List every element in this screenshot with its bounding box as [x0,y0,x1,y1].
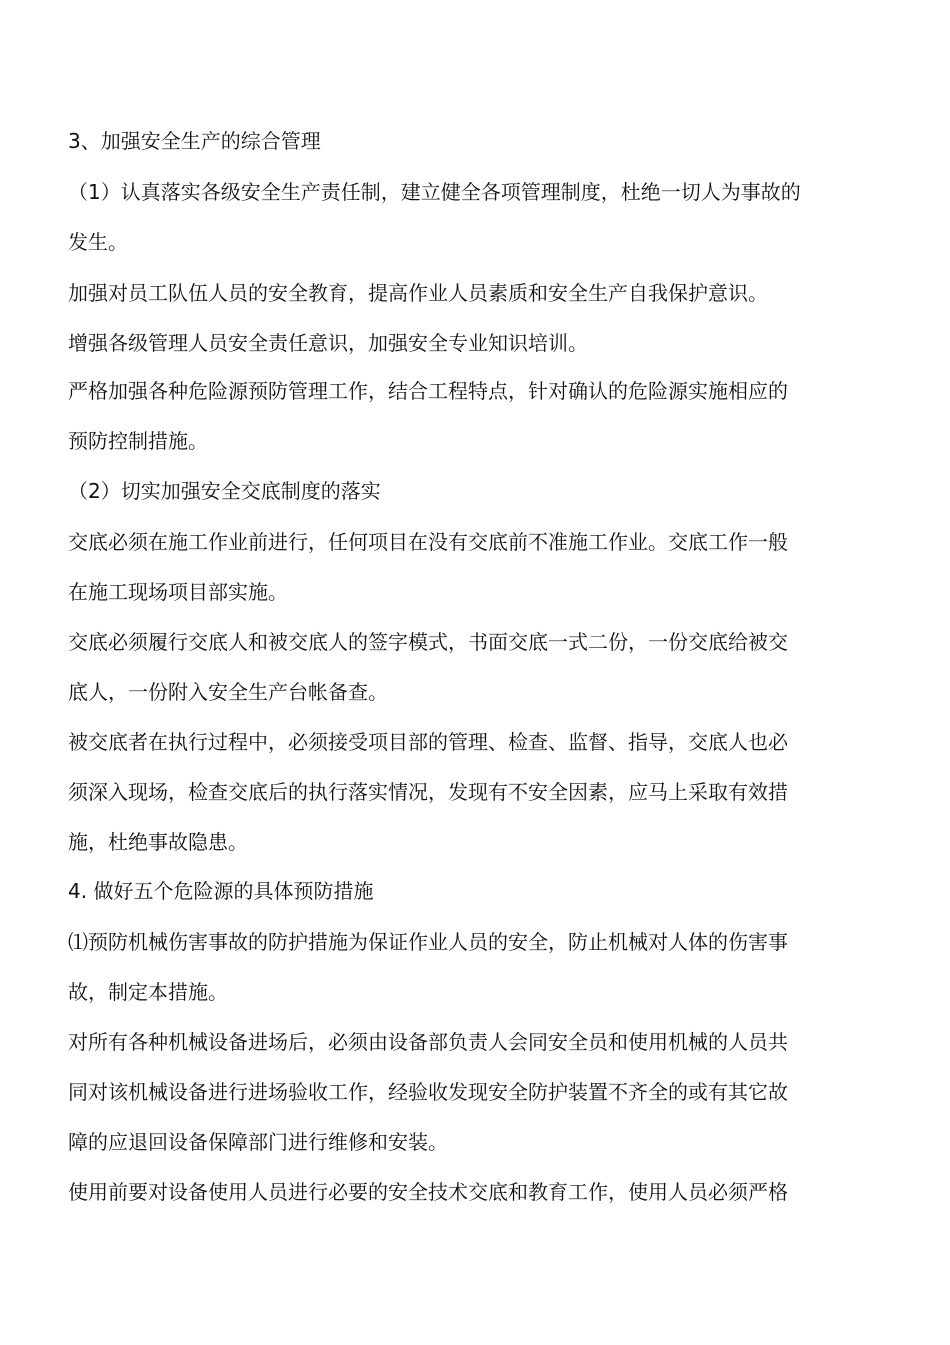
paragraph-line: 使用前要对设备使用人员进行必要的安全技术交底和教育工作，使用人员必须严格 [68,1180,788,1204]
paragraph-line: 施，杜绝事故隐患。 [68,830,248,854]
paragraph-line: ⑴预防机械伤害事故的防护措施为保证作业人员的安全，防止机械对人体的伤害事 [68,930,788,954]
paragraph-line: 底人，一份附入安全生产台帐备查。 [68,680,388,704]
paragraph-line: 交底必须履行交底人和被交底人的签字模式，书面交底一式二份，一份交底给被交 [68,630,788,654]
subsection-heading-2: （2）切实加强安全交底制度的落实 [68,479,381,503]
paragraph-line: 发生。 [68,230,128,254]
section-heading-3: 3、加强安全生产的综合管理 [68,129,321,153]
paragraph-line: 加强对员工队伍人员的安全教育，提高作业人员素质和安全生产自我保护意识。 [68,281,768,305]
section-heading-4: 4. 做好五个危险源的具体预防措施 [68,879,374,903]
paragraph-line: 交底必须在施工作业前进行，任何项目在没有交底前不准施工作业。交底工作一般 [68,530,788,554]
paragraph-line: 被交底者在执行过程中，必须接受项目部的管理、检查、监督、指导，交底人也必 [68,730,788,754]
paragraph-line: 增强各级管理人员安全责任意识，加强安全专业知识培训。 [68,331,588,355]
paragraph-line: （1）认真落实各级安全生产责任制，建立健全各项管理制度，杜绝一切人为事故的 [68,180,801,204]
paragraph-line: 在施工现场项目部实施。 [68,580,288,604]
paragraph-line: 须深入现场，检查交底后的执行落实情况，发现有不安全因素，应马上采取有效措 [68,780,788,804]
paragraph-line: 障的应退回设备保障部门进行维修和安装。 [68,1130,448,1154]
paragraph-line: 预防控制措施。 [68,429,208,453]
paragraph-line: 故，制定本措施。 [68,980,228,1004]
paragraph-line: 严格加强各种危险源预防管理工作，结合工程特点，针对确认的危险源实施相应的 [68,379,788,403]
paragraph-line: 对所有各种机械设备进场后，必须由设备部负责人会同安全员和使用机械的人员共 [68,1030,788,1054]
paragraph-line: 同对该机械设备进行进场验收工作，经验收发现安全防护装置不齐全的或有其它故 [68,1080,788,1104]
